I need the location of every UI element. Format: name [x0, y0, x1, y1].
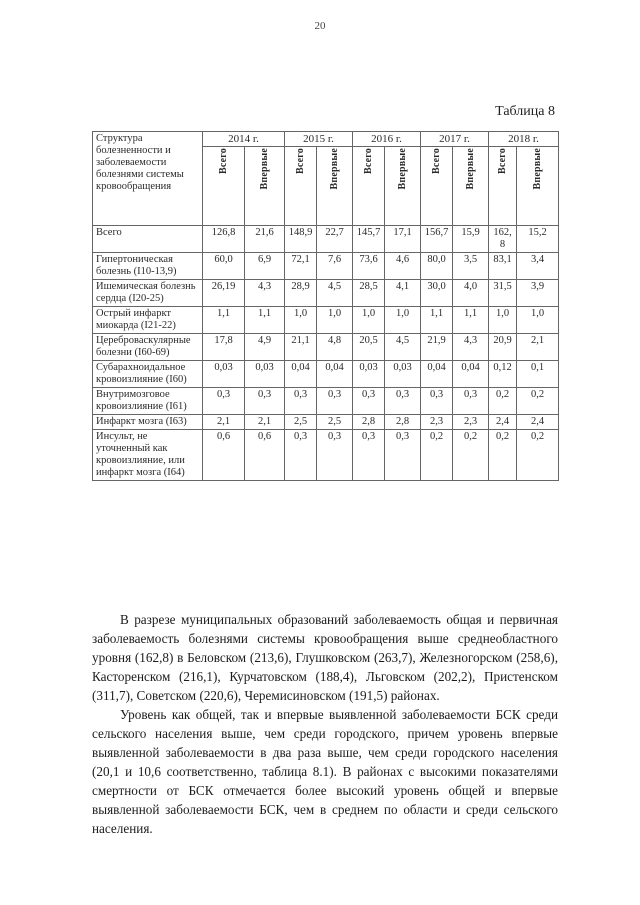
- subheader-total-2015: Всего: [285, 147, 317, 226]
- table-cell: 0,3: [353, 430, 385, 481]
- row-label: Острый инфаркт миокарда (I21-22): [93, 307, 203, 334]
- table-cell: 145,7: [353, 226, 385, 253]
- table-cell: 1,0: [385, 307, 421, 334]
- row-label: Инсульт, не уточненный как кровоизлияние, или инфаркт мозга (I64): [93, 430, 203, 481]
- row-label: Инфаркт мозга (I63): [93, 415, 203, 430]
- row-label: Цереброваскулярные болезни (I60-69): [93, 334, 203, 361]
- table-cell: 3,9: [517, 280, 559, 307]
- table-cell: 1,0: [285, 307, 317, 334]
- table-cell: 22,7: [317, 226, 353, 253]
- table-cell: 3,4: [517, 253, 559, 280]
- table-cell: 4,3: [245, 280, 285, 307]
- subheader-first-time-2016: Впервые: [385, 147, 421, 226]
- table-cell: 0,04: [421, 361, 453, 388]
- table-cell: 0,1: [517, 361, 559, 388]
- table-cell: 2,8: [385, 415, 421, 430]
- table-row: [93, 388, 559, 415]
- table-cell: 2,5: [285, 415, 317, 430]
- table-cell: 1,1: [453, 307, 489, 334]
- table-cell: 0,04: [285, 361, 317, 388]
- table-cell: 148,9: [285, 226, 317, 253]
- table-cell: 2,1: [245, 415, 285, 430]
- table-cell: 126,8: [203, 226, 245, 253]
- table-cell: 1,0: [517, 307, 559, 334]
- row-label: Гипертоническая болезнь (I10-13,9): [93, 253, 203, 280]
- table-cell: 1,1: [421, 307, 453, 334]
- table-cell: 26,19: [203, 280, 245, 307]
- table-cell: 0,6: [245, 430, 285, 481]
- table-cell: 0,2: [489, 430, 517, 481]
- table-cell: 28,5: [353, 280, 385, 307]
- table-cell: 0,03: [203, 361, 245, 388]
- subheader-first-time-2015: Впервые: [317, 147, 353, 226]
- table-header-row: [93, 132, 559, 147]
- table-cell: 2,1: [517, 334, 559, 361]
- table-cell: 4,1: [385, 280, 421, 307]
- table-row: [93, 280, 559, 307]
- table-cell: 3,5: [453, 253, 489, 280]
- table-cell: 21,6: [245, 226, 285, 253]
- table-cell: 17,8: [203, 334, 245, 361]
- subheader-total-2016: Всего: [353, 147, 385, 226]
- year-header-2015: 2015 г.: [285, 132, 353, 147]
- table-cell: 0,3: [203, 388, 245, 415]
- table-cell: 0,6: [203, 430, 245, 481]
- table-row: [93, 226, 559, 253]
- table-row: [93, 334, 559, 361]
- table-cell: 0,3: [385, 388, 421, 415]
- table-cell: 15,2: [517, 226, 559, 253]
- table-row: [93, 430, 559, 481]
- table-cell: 0,03: [245, 361, 285, 388]
- table-cell: 0,3: [353, 388, 385, 415]
- table-cell: 7,6: [317, 253, 353, 280]
- table-cell: 2,4: [489, 415, 517, 430]
- page-number: 20: [314, 20, 326, 32]
- table-cell: 83,1: [489, 253, 517, 280]
- table-cell: 0,3: [385, 430, 421, 481]
- table-cell: 1,1: [245, 307, 285, 334]
- table-caption: Таблица 8: [495, 104, 555, 119]
- subheader-total-2017: Всего: [421, 147, 453, 226]
- table-cell: 21,1: [285, 334, 317, 361]
- table-body: [93, 226, 559, 481]
- table-cell: 4,8: [317, 334, 353, 361]
- table-cell: 0,3: [421, 388, 453, 415]
- table-cell: 15,9: [453, 226, 489, 253]
- row-label: Субарахноидальное кровоизлияние (I60): [93, 361, 203, 388]
- structure-header-cell: Структура болезненности и заболеваемости болезнями системы кровообращения: [93, 132, 203, 226]
- table-cell: 17,1: [385, 226, 421, 253]
- table-cell: 80,0: [421, 253, 453, 280]
- table-cell: 0,04: [317, 361, 353, 388]
- table-cell: 0,2: [421, 430, 453, 481]
- table-row: [93, 307, 559, 334]
- year-header-2014: 2014 г.: [203, 132, 285, 147]
- table-cell: 4,3: [453, 334, 489, 361]
- table-row: [93, 253, 559, 280]
- table-cell: 2,5: [317, 415, 353, 430]
- subheader-first-time-2014: Впервые: [245, 147, 285, 226]
- row-label: Всего: [93, 226, 203, 253]
- table-cell: 2,1: [203, 415, 245, 430]
- table-cell: 2,4: [517, 415, 559, 430]
- table-cell: 73,6: [353, 253, 385, 280]
- body-text: [92, 610, 558, 838]
- table-cell: 1,0: [317, 307, 353, 334]
- morbidity-table: [92, 131, 559, 481]
- table-cell: 28,9: [285, 280, 317, 307]
- table-cell: 0,3: [245, 388, 285, 415]
- table-cell: 0,3: [317, 430, 353, 481]
- table-cell: 0,2: [517, 430, 559, 481]
- table-cell: 2,3: [453, 415, 489, 430]
- table-cell: 0,3: [453, 388, 489, 415]
- table-cell: 2,8: [353, 415, 385, 430]
- table-cell: 1,0: [353, 307, 385, 334]
- paragraph: Уровень как общей, так и впервые выявленной заболеваемости БСК среди сельского населения выше, чем среди городского, причем уровень впервые выявленной заболеваемости в два раза выше, чем среди городского населения (20,1 и 10,6 соответственно, таблица 8.1). В районах с высокими показателями смертности от БСК отмечается более высокий уровень общей и впервые выявленной заболеваемости БСК, чем в среднем по области и среди сельского населения.: [92, 707, 558, 836]
- year-header-2016: 2016 г.: [353, 132, 421, 147]
- table-cell: 4,9: [245, 334, 285, 361]
- table-row: [93, 415, 559, 430]
- table-cell: 162,8: [489, 226, 517, 253]
- table-cell: 0,3: [317, 388, 353, 415]
- subheader-first-time-2018: Впервые: [517, 147, 559, 226]
- table-cell: 72,1: [285, 253, 317, 280]
- row-label: Внутримозговое кровоизлияние (I61): [93, 388, 203, 415]
- table-cell: 0,03: [385, 361, 421, 388]
- table-cell: 60,0: [203, 253, 245, 280]
- row-label: Ишемическая болезнь сердца (I20-25): [93, 280, 203, 307]
- table-cell: 2,3: [421, 415, 453, 430]
- table-cell: 1,0: [489, 307, 517, 334]
- table-cell: 6,9: [245, 253, 285, 280]
- table-cell: 20,5: [353, 334, 385, 361]
- year-header-2018: 2018 г.: [489, 132, 559, 147]
- table-cell: 0,2: [489, 388, 517, 415]
- table-cell: 0,03: [353, 361, 385, 388]
- table-row: [93, 361, 559, 388]
- table-cell: 21,9: [421, 334, 453, 361]
- paragraph: В разрезе муниципальных образований заболеваемость общая и первичная заболеваемость болезнями системы кровообращения выше среднеобластного уровня (162,8) в Беловском (213,6), Глушковском (263,7), Железногорском (258,6), Касторенском (216,1), Курчатовском (188,4), Льговском (202,2), Пристенском (311,7), Советском (220,6), Черемисиновском (191,5) районах.: [92, 612, 558, 703]
- subheader-total-2014: Всего: [203, 147, 245, 226]
- table-cell: 0,2: [453, 430, 489, 481]
- subheader-first-time-2017: Впервые: [453, 147, 489, 226]
- table-cell: 0,2: [517, 388, 559, 415]
- table-cell: 0,04: [453, 361, 489, 388]
- table-cell: 4,0: [453, 280, 489, 307]
- year-header-2017: 2017 г.: [421, 132, 489, 147]
- table-cell: 0,3: [285, 430, 317, 481]
- table-cell: 1,1: [203, 307, 245, 334]
- table-cell: 4,5: [385, 334, 421, 361]
- table-cell: 20,9: [489, 334, 517, 361]
- table-cell: 0,12: [489, 361, 517, 388]
- table-cell: 4,5: [317, 280, 353, 307]
- table-cell: 156,7: [421, 226, 453, 253]
- subheader-total-2018: Всего: [489, 147, 517, 226]
- table-cell: 31,5: [489, 280, 517, 307]
- table-cell: 4,6: [385, 253, 421, 280]
- table-cell: 0,3: [285, 388, 317, 415]
- table-cell: 30,0: [421, 280, 453, 307]
